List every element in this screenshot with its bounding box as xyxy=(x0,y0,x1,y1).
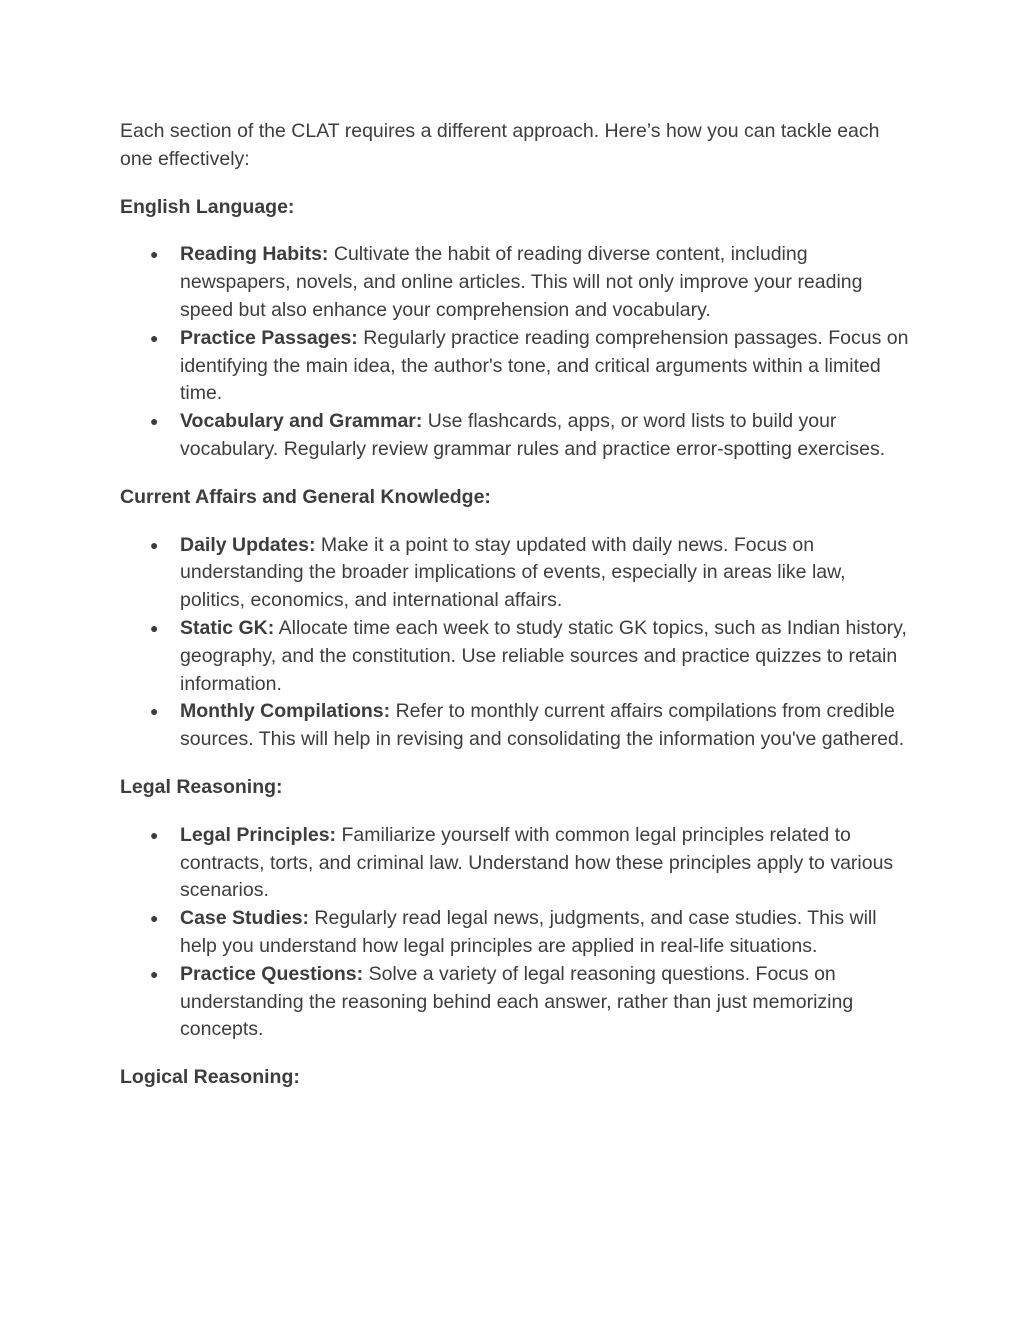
list-item-term: Daily Updates: xyxy=(180,533,316,556)
bullet-icon: ● xyxy=(150,329,159,346)
list-item-term: Static GK: xyxy=(180,616,275,639)
bullet-icon: ● xyxy=(150,703,159,720)
current-affairs-list xyxy=(120,532,910,754)
list-item-term: Reading Habits: xyxy=(180,243,329,266)
list-item xyxy=(120,961,910,1044)
legal-reasoning-list xyxy=(120,822,910,1044)
bullet-icon: ● xyxy=(150,910,159,927)
document-page xyxy=(120,118,910,1112)
list-item-text: Refer to monthly current affairs compilations from credible sources. This will help in revising and consolidating the information you've gathered. xyxy=(180,700,905,751)
section-heading-legal-reasoning: Legal Reasoning: xyxy=(120,775,283,798)
list-item-term: Legal Principles: xyxy=(180,823,337,846)
bullet-icon: ● xyxy=(150,619,159,636)
list-item-term: Monthly Compilations: xyxy=(180,700,391,723)
list-item-text: Regularly practice reading comprehension passages. Focus on identifying the main idea, the author's tone, and critical arguments within a limited time. xyxy=(180,326,909,405)
list-item xyxy=(120,822,910,905)
bullet-icon: ● xyxy=(150,246,159,263)
section-heading-current-affairs: Current Affairs and General Knowledge: xyxy=(120,485,491,508)
list-item xyxy=(120,905,910,961)
list-item-text: Make it a point to stay updated with daily news. Focus on understanding the broader implications of events, especially in areas like law, politics, economics, and international affairs. xyxy=(180,533,846,612)
list-item-term: Vocabulary and Grammar: xyxy=(180,410,423,433)
list-item-term: Practice Questions: xyxy=(180,962,364,985)
list-item-term: Practice Passages: xyxy=(180,326,358,349)
list-item-text: Familiarize yourself with common legal principles related to contracts, torts, and criminal law. Understand how these principles apply to various scenarios. xyxy=(180,823,894,902)
list-item xyxy=(120,698,910,754)
list-item-text: Use flashcards, apps, or word lists to build your vocabulary. Regularly review grammar rules and practice error-spotting exercises. xyxy=(180,410,886,460)
list-item xyxy=(120,615,910,698)
english-list xyxy=(120,241,910,463)
section-heading-english: English Language: xyxy=(120,195,295,218)
section-heading-logical-reasoning: Logical Reasoning: xyxy=(120,1066,300,1089)
bullet-icon: ● xyxy=(150,536,159,553)
list-item xyxy=(120,532,910,615)
list-item-text: Cultivate the habit of reading diverse content, including newspapers, novels, and online articles. This will not only improve your reading speed but also enhance your comprehension and vocabulary. xyxy=(180,243,863,321)
list-item xyxy=(120,408,910,464)
list-item-term: Case Studies: xyxy=(180,907,309,930)
list-item xyxy=(120,325,910,408)
list-item-text: Regularly read legal news, judgments, and case studies. This will help you understand how legal principles are applied in real-life situations. xyxy=(180,907,877,957)
list-item-text: Allocate time each week to study static GK topics, such as Indian history, geography, and the constitution. Use reliable sources and practice quizzes to retain information. xyxy=(180,616,907,695)
bullet-icon: ● xyxy=(150,965,159,982)
bullet-icon: ● xyxy=(150,413,159,430)
intro-paragraph: Each section of the CLAT requires a different approach. Here’s how you can tackle each one effectively: xyxy=(120,120,880,170)
list-item xyxy=(120,241,910,324)
bullet-icon: ● xyxy=(150,826,159,843)
list-item-text: Solve a variety of legal reasoning questions. Focus on understanding the reasoning behind each answer, rather than just memorizing concepts. xyxy=(180,962,854,1041)
